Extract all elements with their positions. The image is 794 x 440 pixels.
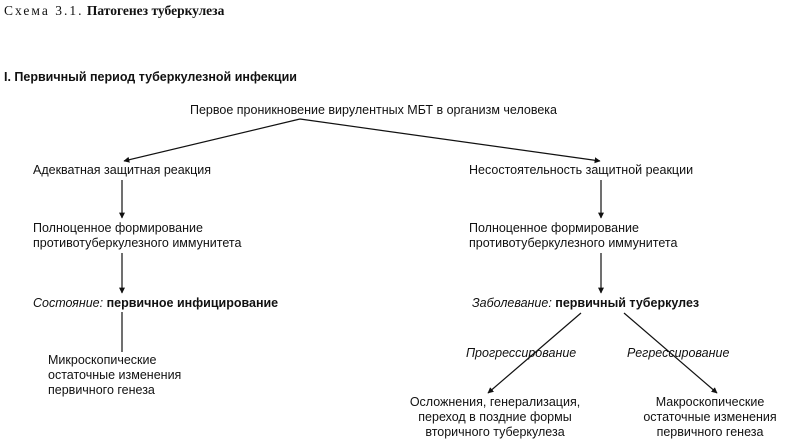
right-disease-prefix: Заболевание: <box>472 296 552 310</box>
progression-label: Прогрессирование <box>466 346 577 360</box>
left-immunity-line-1: Полноценное формирование <box>33 221 203 235</box>
left-state-value: первичное инфицирование <box>106 296 279 310</box>
left-state-prefix: Состояние: <box>33 296 104 310</box>
arrow-root-to-left <box>124 119 300 161</box>
regression-outcome-line-1: Макроскопические <box>655 395 765 409</box>
progression-outcome-line-1: Осложнения, генерализация, <box>409 395 581 409</box>
section-title: I. Первичный период туберкулезной инфекции <box>4 70 297 84</box>
right-immunity-line-1: Полноценное формирование <box>469 221 639 235</box>
arrow-disease-to-regression <box>624 313 717 393</box>
progression-outcome-line-3: вторичного туберкулеза <box>425 425 565 439</box>
left-outcome-line-3: первичного генеза <box>48 383 155 397</box>
regression-outcome-line-3: первичного генеза <box>656 425 764 439</box>
left-immunity-line-2: противотуберкулезного иммунитета <box>33 236 242 250</box>
arrow-disease-to-progression <box>488 313 581 393</box>
left-reaction-node: Адекватная защитная реакция <box>33 163 212 177</box>
left-outcome-line-1: Микроскопические <box>48 353 157 367</box>
right-disease-value: первичный туберкулез <box>555 296 700 310</box>
scheme-title: Патогенез туберкулеза <box>86 3 225 18</box>
regression-label: Регрессирование <box>627 346 730 360</box>
arrow-root-to-right <box>300 119 600 161</box>
right-immunity-line-2: противотуберкулезного иммунитета <box>469 236 678 250</box>
scheme-label: Схема 3.1. <box>4 3 84 18</box>
root-node: Первое проникновение вирулентных МБТ в организм человека <box>190 103 557 117</box>
right-reaction-node: Несостоятельность защитной реакции <box>469 163 694 177</box>
progression-outcome-line-2: переход в поздние формы <box>418 410 572 424</box>
left-outcome-line-2: остаточные изменения <box>48 368 182 382</box>
regression-outcome-line-2: остаточные изменения <box>643 410 777 424</box>
